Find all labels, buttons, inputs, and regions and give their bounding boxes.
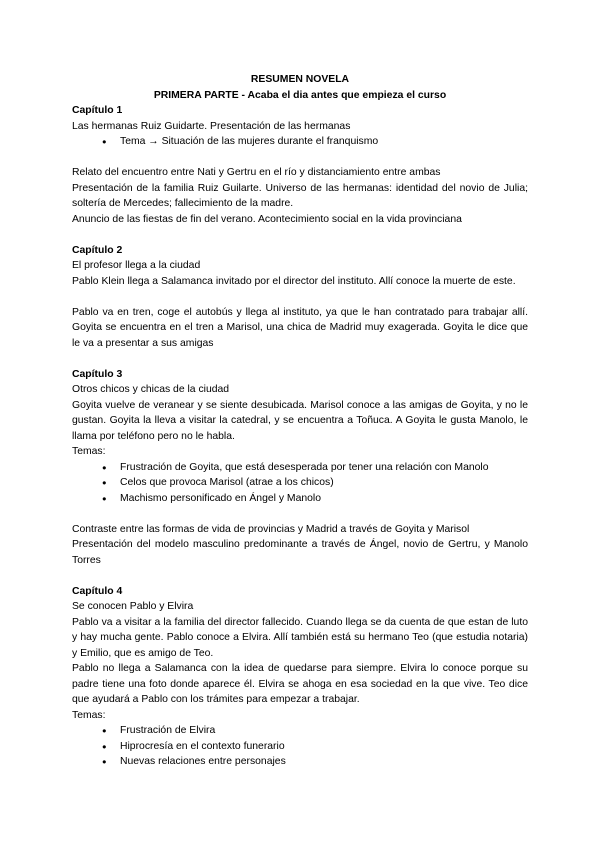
chapter-4: [72, 584, 528, 770]
paragraph: Pablo Klein llega a Salamanca invitado por el director del instituto. Allí conoce la muerte de este.: [72, 275, 516, 287]
temas-label: Temas:: [72, 709, 106, 721]
chapter-1: [72, 103, 528, 227]
chapter-heading: Capítulo 2: [72, 244, 123, 256]
bullet-list: [72, 723, 528, 770]
chapter-intro: Otros chicos y chicas de la ciudad: [72, 384, 230, 395]
chapter-heading: Capítulo 1: [72, 105, 123, 116]
paragraph: Contraste entre las formas de vida de provincias y Madrid a través de Goyita y Marisol: [72, 523, 470, 535]
chapter-3: [72, 367, 528, 569]
list-item: ● Tema → Situación de las mujeres durante el franquismo: [108, 134, 528, 150]
chapter-heading: Capítulo 3: [72, 368, 123, 380]
chapter-intro: Se conocen Pablo y Elvira: [72, 601, 194, 612]
chapter-intro: El profesor llega a la ciudad: [72, 260, 201, 271]
chapter-heading: Capítulo 4: [72, 585, 123, 597]
bullet-list: [72, 460, 528, 507]
list-item: ● Machismo personificado en Ángel y Manolo: [108, 491, 528, 507]
paragraph: Pablo va a visitar a la familia del director fallecido. Cuando llega se da cuenta de que estan de luto y hay mucha gente. Pablo conoce a Elvira. Allí también está su hermano Teo (que estudia notaria) y Emilio, que es amigo de Teo.: [72, 616, 528, 659]
paragraph: Presentación del modelo masculino predominante a través de Ángel, novio de Gertru, y Manolo Torres: [72, 539, 528, 566]
bullet-list: [72, 134, 528, 150]
paragraph: Presentación de la familia Ruiz Guilarte. Universo de las hermanas: identidad del novio de Julia; soltería de Mercedes; fallecimiento de la madre.: [72, 182, 528, 209]
list-item: ● Frustración de Elvira: [108, 723, 528, 739]
document-subtitle: PRIMERA PARTE - Acaba el dia antes que empieza el curso: [153, 89, 447, 101]
paragraph: Goyita vuelve de veranear y se siente desubicada. Marisol conoce a las amigas de Goyita, y no le gustan. Goyita la lleva a visitar la catedral, y se encuentra a Toñuca. A Goyita le gusta Manolo, le llama por teléfono pero no le habla.: [72, 399, 528, 442]
list-item: ● Celos que provoca Marisol (atrae a los chicos): [108, 475, 528, 491]
paragraph: Pablo va en tren, coge el autobús y llega al instituto, ya que le han contratado para trabajar allí. Goyita se encuentra en el tren a Marisol, una chica de Madrid muy exagerada. Goyita le dice que le va a presentar a sus amigas: [72, 306, 528, 349]
chapter-2: [72, 243, 528, 352]
paragraph: Pablo no llega a Salamanca con la idea de quedarse para siempre. Elvira lo conoce porque su padre tiene una foto donde aparece él. Elvira se ahoga en esa sociedad en la que vive. Teo dice que ayudará a Pablo con los trámites para empezar a trabajar.: [72, 663, 528, 705]
temas-label: Temas:: [72, 446, 106, 457]
list-item: ● Nuevas relaciones entre personajes: [108, 754, 528, 770]
list-item: ● Frustración de Goyita, que está desesperada por tener una relación con Manolo: [108, 460, 528, 476]
paragraph: Relato del encuentro entre Nati y Gertru en el río y distanciamiento entre ambas: [72, 167, 441, 178]
paragraph: Anuncio de las fiestas de fin del verano. Acontecimiento social en la vida provinciana: [72, 213, 462, 225]
document-title: RESUMEN NOVELA: [250, 74, 350, 85]
chapter-intro: Las hermanas Ruiz Guidarte. Presentación de las hermanas: [72, 120, 351, 132]
list-item: ● Hiprocresía en el contexto funerario: [108, 739, 528, 755]
